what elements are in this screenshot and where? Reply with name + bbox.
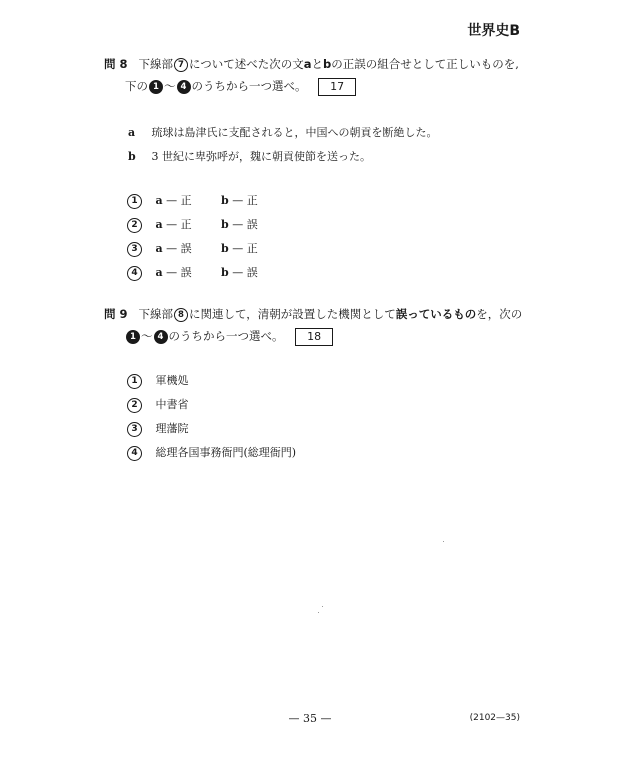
option-a-val: — 正 [166, 194, 192, 207]
option-number-icon: 4 [127, 446, 142, 461]
statement-text: 琉球は島津氏に支配されると，中国への朝貢を断絶した。 [151, 126, 438, 139]
q8-text-part: について述べた次の文 [188, 57, 304, 71]
q8-statement-b [128, 148, 371, 164]
q9-range-end: 4 [154, 330, 168, 344]
q8-line-2 [125, 78, 356, 96]
q8-letter-b: b [323, 57, 332, 71]
scan-speck [318, 612, 319, 613]
page-number: — 35 — [288, 712, 332, 725]
exam-code: (2102—35) [469, 713, 520, 723]
statement-key: a [128, 126, 136, 139]
option-b-key: b [221, 242, 229, 255]
q8-underline-ref: 7 [174, 58, 188, 72]
q8-label: 問 8 [104, 57, 128, 71]
q8-text-part: のうちから一つ選べ。 [191, 79, 307, 93]
q8-option-3[interactable] [127, 240, 258, 257]
option-b-key: b [221, 194, 229, 207]
option-text: 総理各国事務衙門(総理衙門) [155, 446, 297, 459]
q9-label: 問 9 [104, 307, 128, 321]
option-b-val: — 誤 [232, 266, 258, 279]
option-a-key: a [155, 194, 163, 207]
option-b-val: — 誤 [232, 218, 258, 231]
statement-key: b [128, 150, 136, 163]
option-text: 理藩院 [155, 422, 189, 435]
option-number-icon: 1 [127, 194, 142, 209]
option-b-val: — 正 [232, 194, 258, 207]
scan-speck [443, 541, 444, 542]
option-b-key: b [221, 218, 229, 231]
q8-option-1[interactable] [127, 192, 258, 209]
q9-line-1 [104, 306, 522, 322]
q9-line-2 [125, 328, 333, 346]
option-a-key: a [155, 218, 163, 231]
option-b-val: — 正 [232, 242, 258, 255]
q9-range-sep: 〜 [141, 329, 153, 343]
option-a-key: a [155, 242, 163, 255]
q8-option-4[interactable] [127, 264, 258, 281]
option-b-key: b [221, 266, 229, 279]
q8-letter-a: a [303, 57, 312, 71]
scan-speck [322, 606, 323, 607]
q9-answer-box[interactable]: 18 [295, 328, 333, 346]
q9-option-2[interactable] [127, 396, 189, 413]
q9-text-part: のうちから一つ選べ。 [168, 329, 284, 343]
q9-text-part: に関連して，清朝が設置した機関として [188, 307, 396, 321]
q8-answer-box[interactable]: 17 [318, 78, 356, 96]
option-number-icon: 3 [127, 242, 142, 257]
q8-option-2[interactable] [127, 216, 258, 233]
subject-title: 世界史B [467, 23, 520, 39]
option-a-val: — 誤 [166, 242, 192, 255]
statement-text: 3 世紀に卑弥呼が，魏に朝貢使節を送った。 [151, 150, 371, 163]
q9-text-part: 下線部 [138, 307, 173, 321]
option-text: 軍機処 [155, 374, 189, 387]
q9-option-4[interactable] [127, 444, 296, 461]
option-number-icon: 1 [127, 374, 142, 389]
q9-option-1[interactable] [127, 372, 189, 389]
q9-emphasis: 誤っているもの [395, 307, 477, 321]
q9-text-part: を，次の [476, 307, 523, 321]
option-number-icon: 3 [127, 422, 142, 437]
q8-statement-a [128, 124, 438, 140]
option-a-key: a [155, 266, 163, 279]
q8-text-part: 下の [125, 79, 148, 93]
option-a-val: — 正 [166, 218, 192, 231]
option-number-icon: 2 [127, 398, 142, 413]
q8-range-sep: 〜 [164, 79, 176, 93]
q8-text-part: と [311, 57, 324, 71]
q8-text-part: の正誤の組合せとして正しいものを, [331, 57, 519, 71]
q8-line-1 [104, 56, 519, 72]
q8-range-end: 4 [177, 80, 191, 94]
q9-underline-ref: 8 [174, 308, 188, 322]
q8-text-part: 下線部 [138, 57, 173, 71]
option-number-icon: 2 [127, 218, 142, 233]
option-a-val: — 誤 [166, 266, 192, 279]
q9-range-start: 1 [126, 330, 140, 344]
q9-option-3[interactable] [127, 420, 189, 437]
option-text: 中書省 [155, 398, 189, 411]
q8-range-start: 1 [149, 80, 163, 94]
option-number-icon: 4 [127, 266, 142, 281]
